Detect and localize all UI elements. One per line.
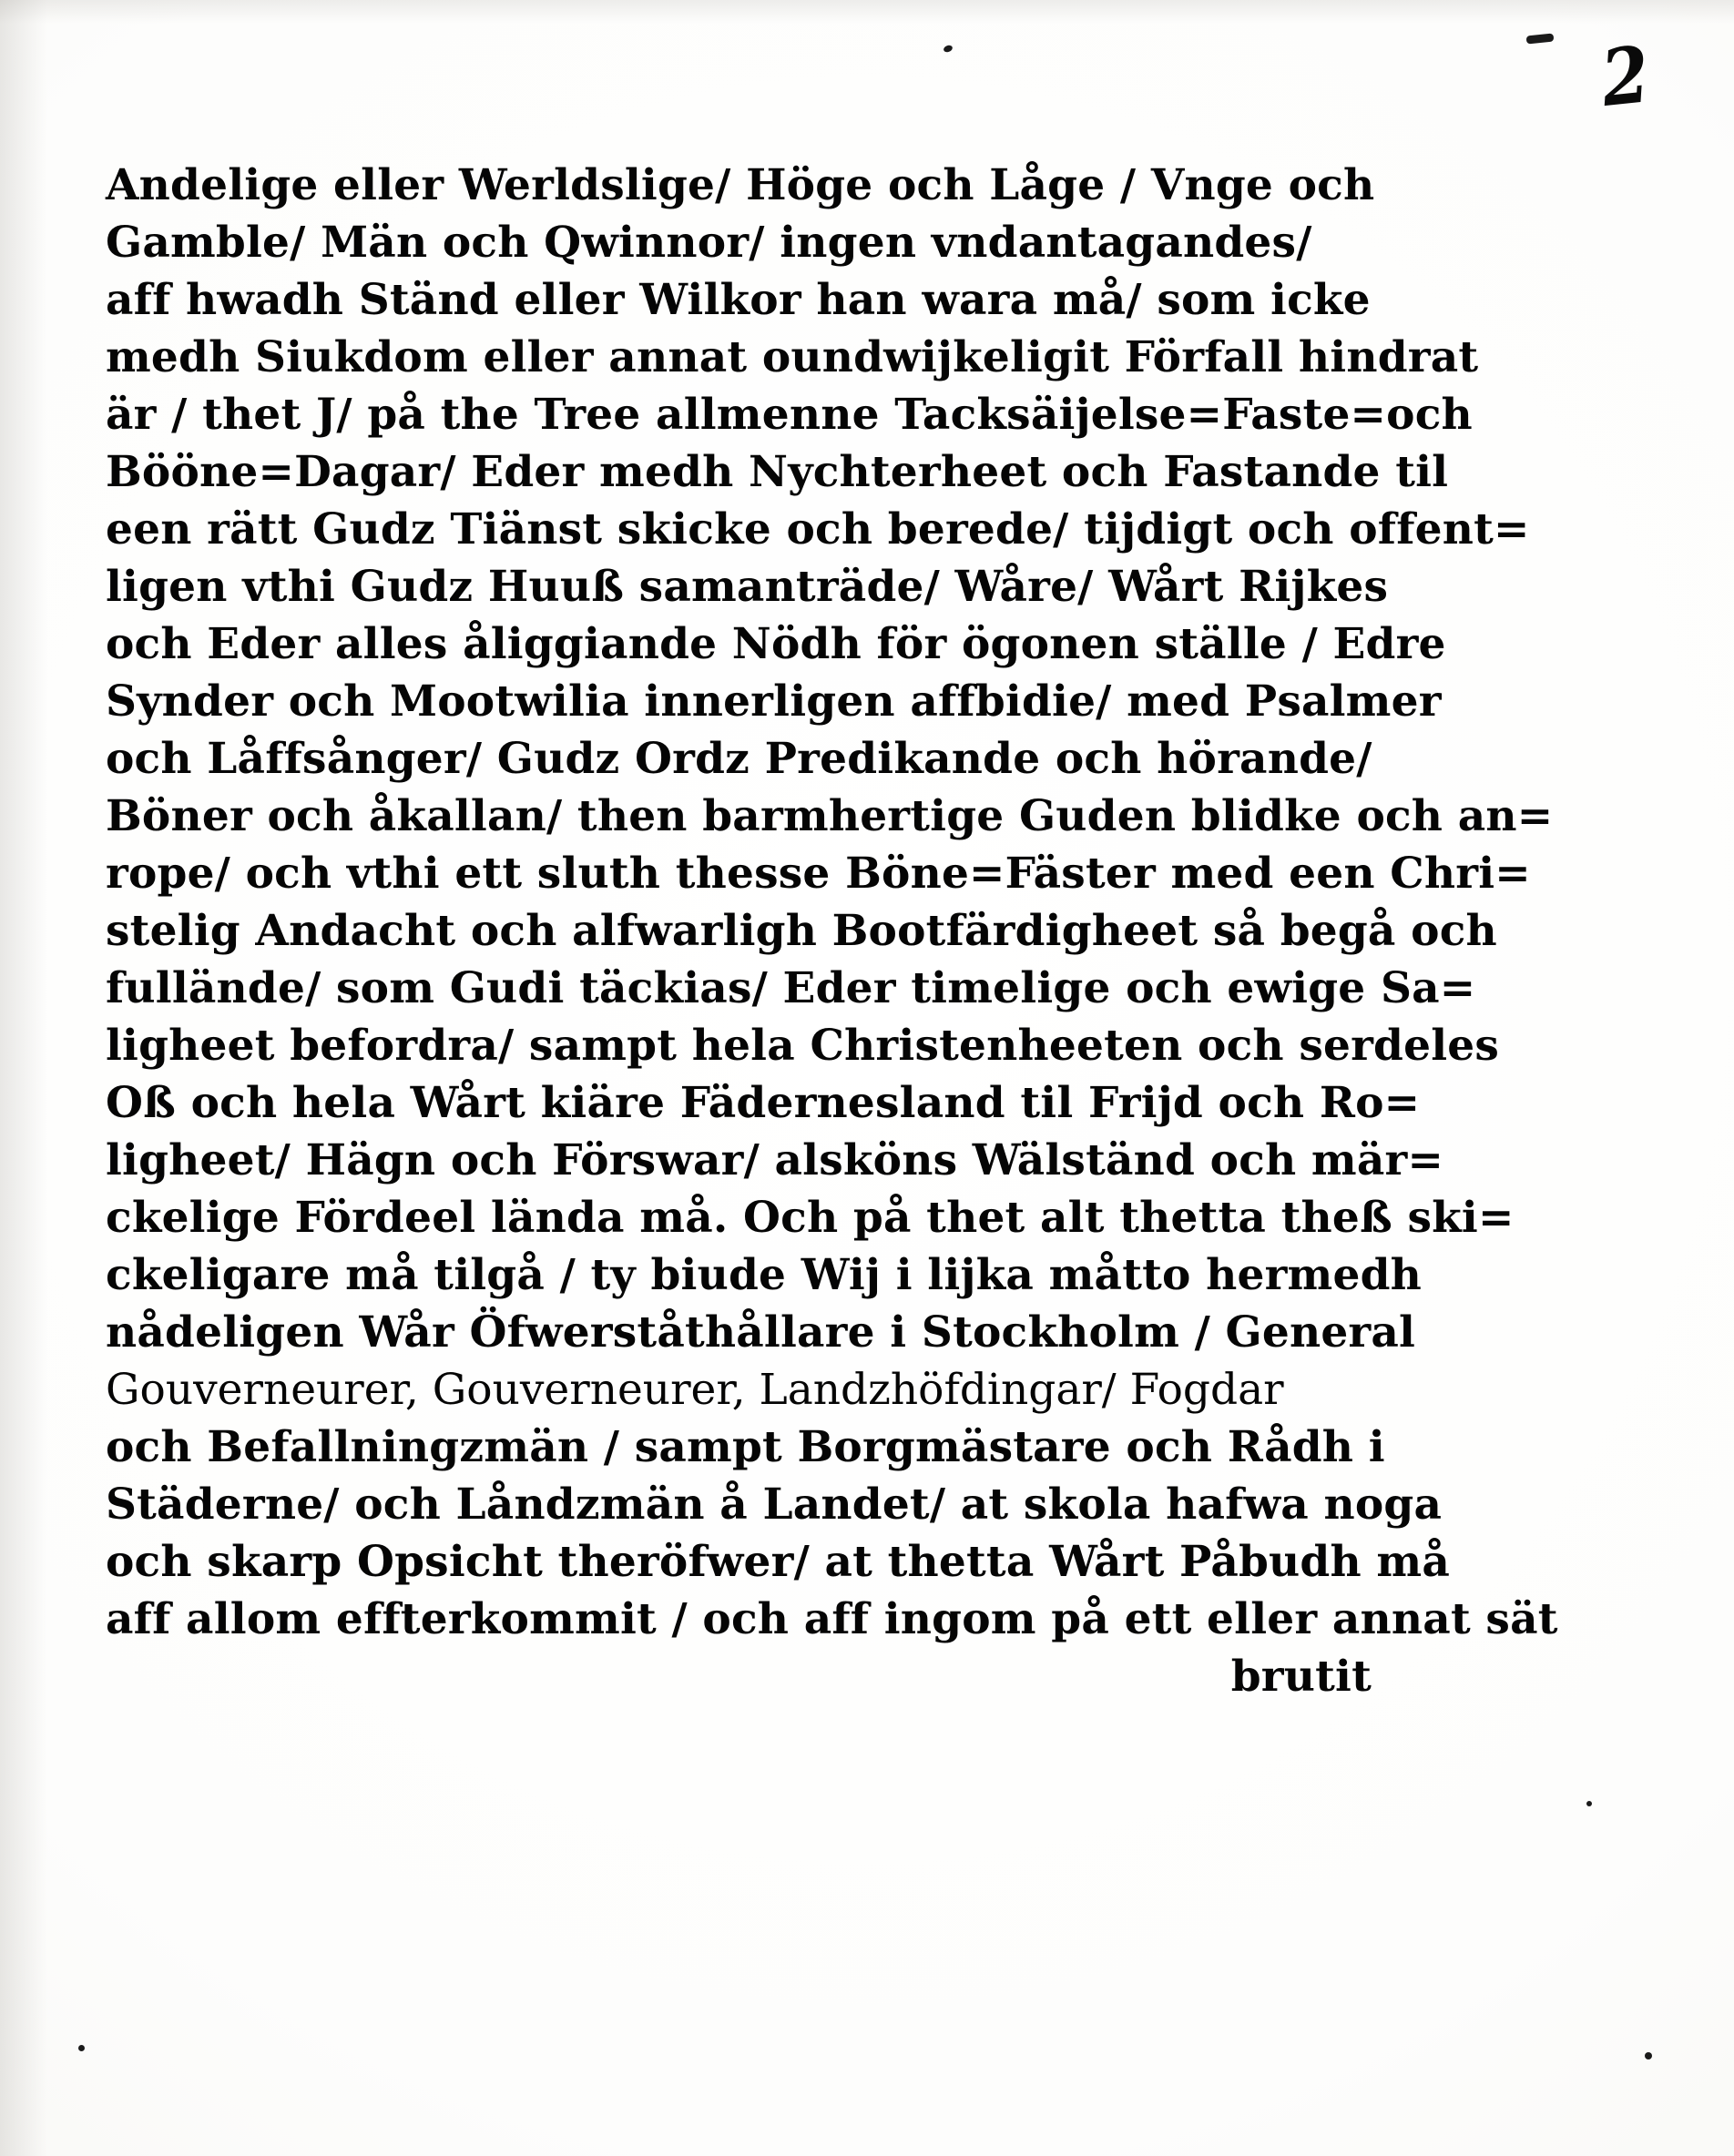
page-gutter-shadow [0, 0, 47, 2156]
ink-speck [1586, 1801, 1592, 1806]
text-line: ckelige Fördeel lända må. Och på thet alt thetta theß ski= [106, 1193, 1515, 1243]
text-line: medh Siukdom eller annat oundwijkeligit Förfall hindrat [106, 332, 1479, 382]
text-line: ckeligare må tilgå / ty biude Wij i lijka måtto hermedh [106, 1250, 1423, 1300]
text-line: ligen vthi Gudz Huuß samanträde/ Wåre/ Wårt Rijkes [106, 562, 1389, 612]
text-line: och Befallningzmän / sampt Borgmästare och Rådh i [106, 1422, 1385, 1472]
text-line: och skarp Opsicht theröfwer/ at thetta Wårt Påbudh må [106, 1537, 1450, 1587]
text-line: är / thet J/ på the Tree allmenne Tacksäijelse=Faste=och [106, 390, 1473, 440]
ink-speck [943, 45, 954, 54]
text-line: ligheet/ Hägn och Förswar/ alsköns Wälständ och mär= [106, 1135, 1444, 1185]
text-line: nådeligen Wår Öfwerståthållare i Stockholm / General [106, 1307, 1416, 1358]
document-body [106, 157, 1558, 1705]
text-line: aff hwadh Ständ eller Wilkor han wara må/ som icke [106, 275, 1371, 325]
text-line: Oß och hela Wårt kiäre Fädernesland til Frijd och Ro= [106, 1078, 1421, 1128]
text-line: ligheet befordra/ sampt hela Christenheeten och serdeles [106, 1021, 1500, 1071]
text-line: fullände/ som Gudi täckias/ Eder timelige och ewige Sa= [106, 963, 1476, 1013]
text-line: Böner och åkallan/ then barmhertige Guden blidke och an= [106, 791, 1554, 841]
text-line: rope/ och vthi ett sluth thesse Böne=Fäster med een Chri= [106, 849, 1531, 899]
ink-speck [78, 2045, 85, 2051]
text-line: Gamble/ Män och Qwinnor/ ingen vndantagandes/ [106, 218, 1312, 268]
ink-speck [1645, 2052, 1652, 2059]
catchword: brutit [1230, 1652, 1372, 1702]
text-line: Gouverneurer, Gouverneurer, Landzhöfdingar/ Fogdar [106, 1365, 1284, 1415]
text-line: Synder och Mootwilia innerligen affbidie/ med Psalmer [106, 676, 1442, 727]
text-line: Städerne/ och Låndzmän å Landet/ at skola hafwa noga [106, 1480, 1443, 1530]
text-line: Bööne=Dagar/ Eder medh Nychterheet och Fastande til [106, 447, 1449, 497]
text-line: Andelige eller Werldslige/ Höge och Låge / Vnge och [106, 160, 1375, 210]
text-line: een rätt Gudz Tiänst skicke och berede/ tijdigt och offent= [106, 504, 1530, 554]
text-line: stelig Andacht och alfwarligh Bootfärdigheet så begå och [106, 906, 1497, 956]
text-line: och Eder alles åliggiande Nödh för ögonen ställe / Edre [106, 619, 1446, 669]
ink-speck [1526, 33, 1555, 44]
folio-number: 2 [1596, 30, 1652, 125]
text-line: och Låffsånger/ Gudz Ordz Predikande och hörande/ [106, 734, 1372, 784]
page-top-shadow [0, 0, 1734, 24]
text-line: aff allom effterkommit / och aff ingom på ett eller annat sät [106, 1594, 1558, 1644]
